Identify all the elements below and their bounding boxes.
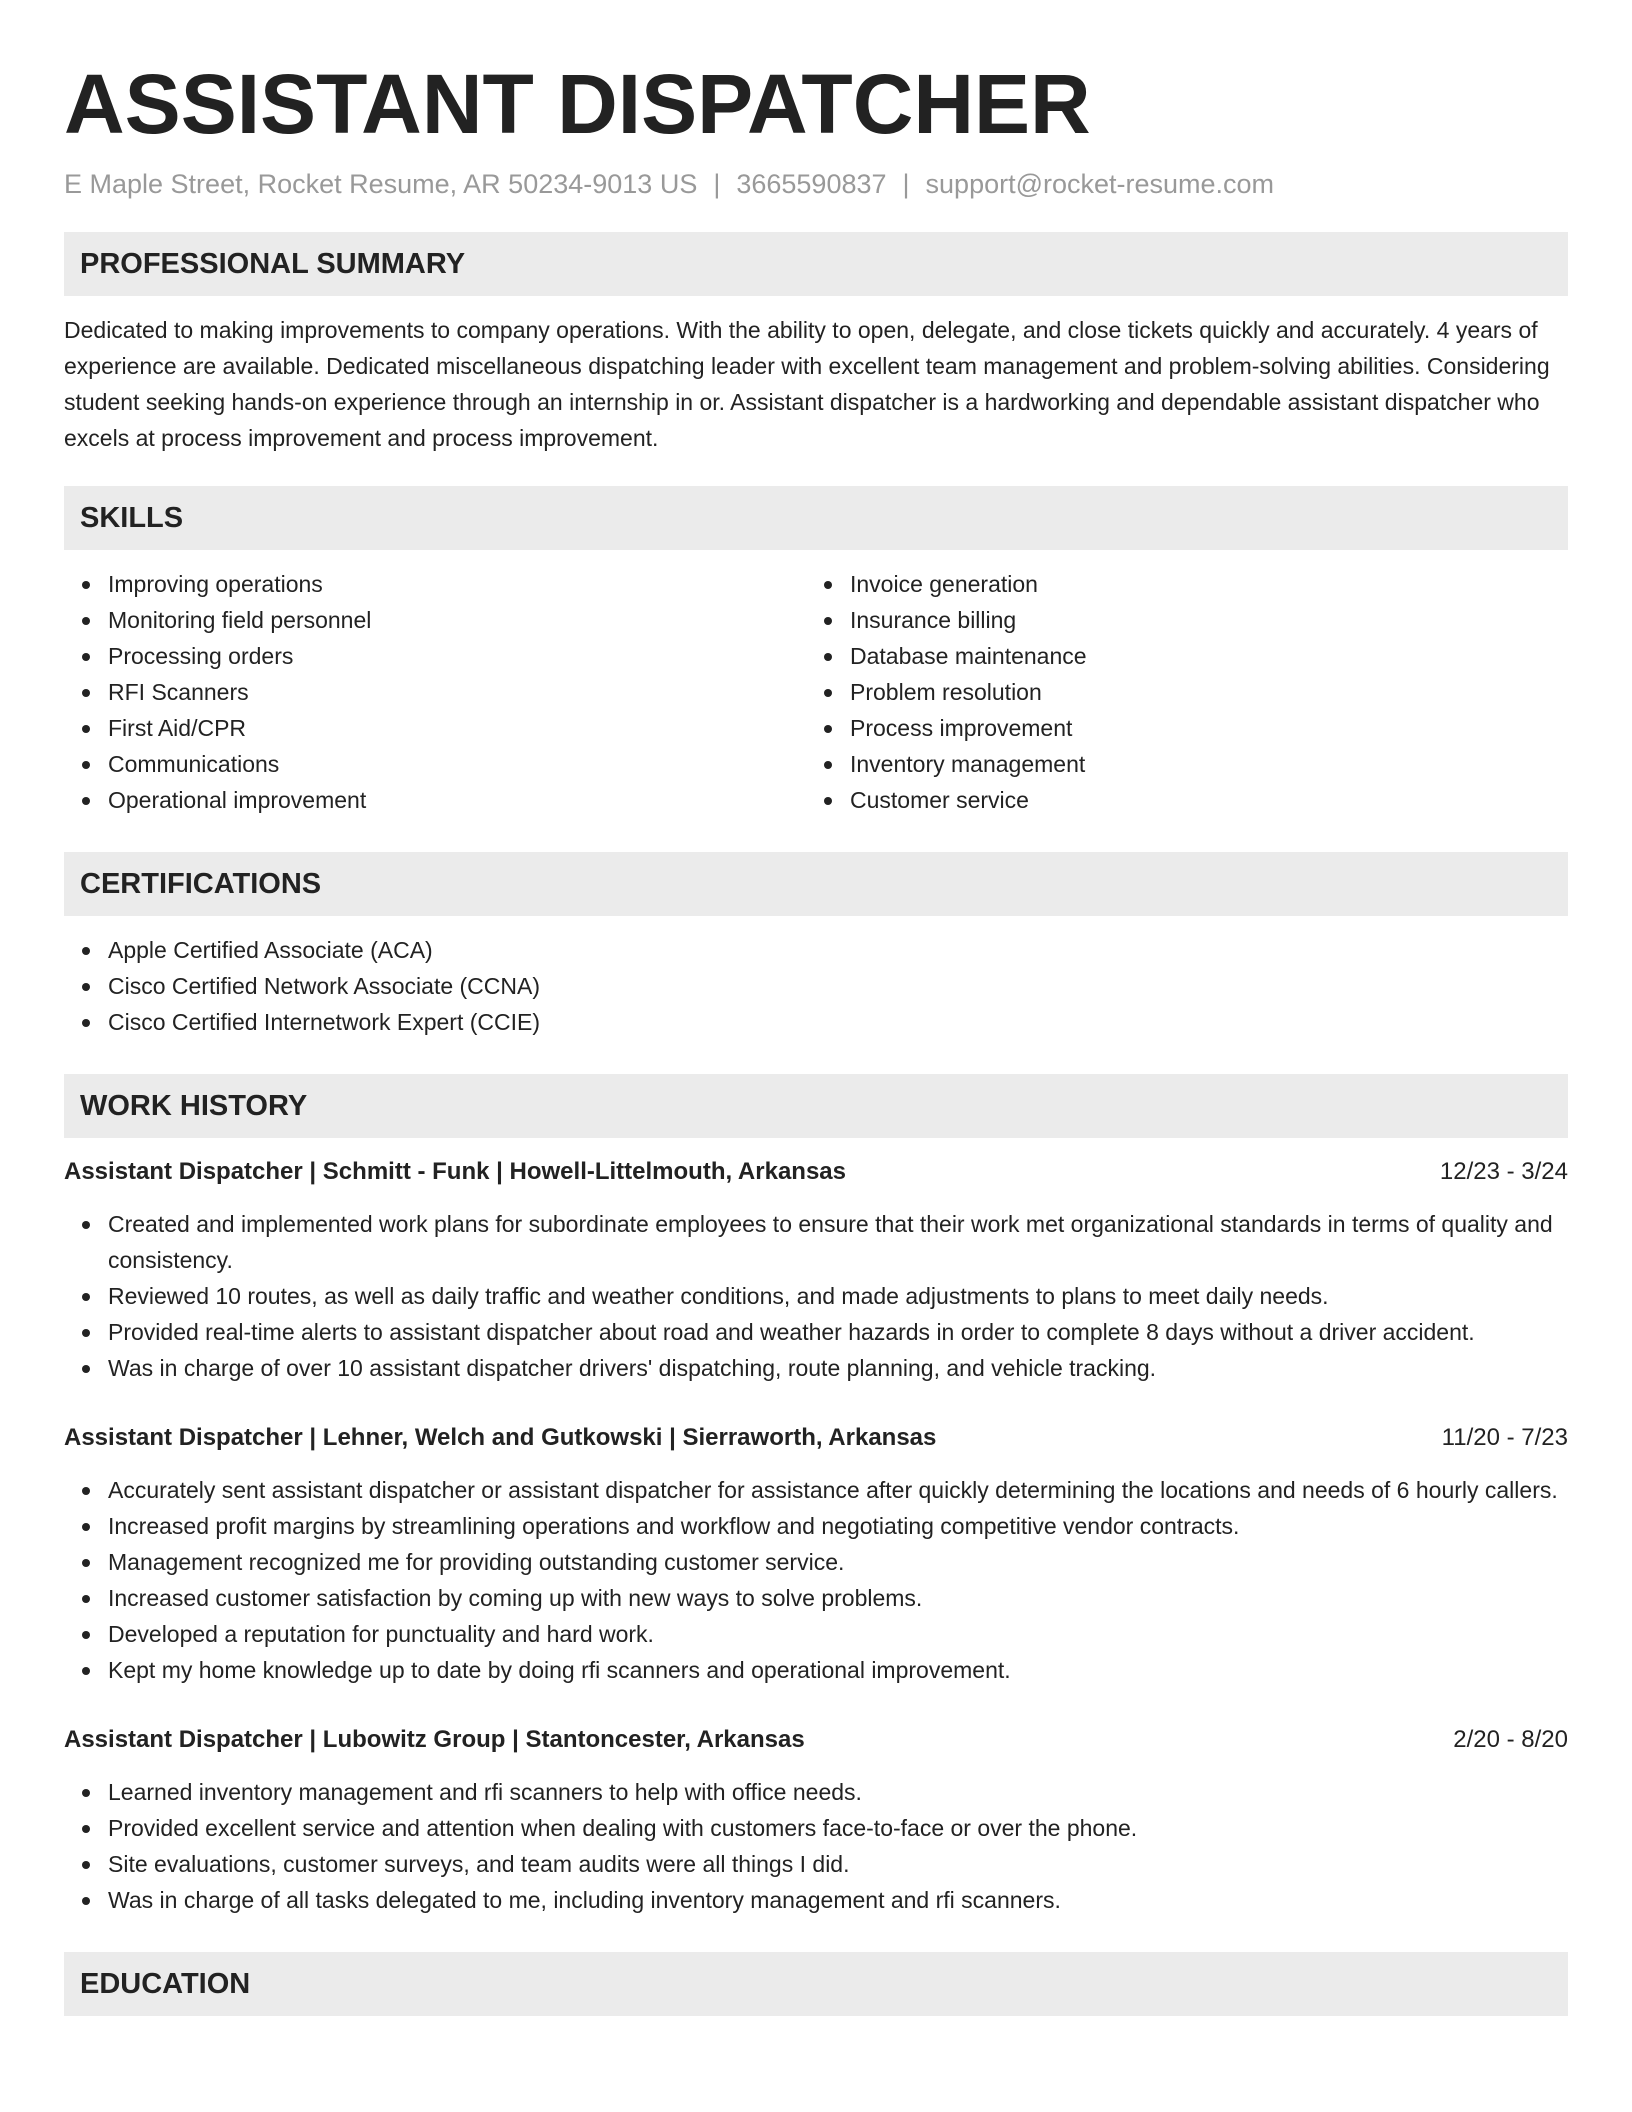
skills-list-left (64, 566, 806, 818)
skill-item: Process improvement (850, 710, 1568, 746)
summary-section (64, 232, 1568, 456)
job-dates: 12/23 - 3/24 (1439, 1158, 1568, 1185)
job-bullet: Increased profit margins by streamlining operations and workflow and negotiating competitive vendor contracts. (108, 1508, 1568, 1544)
skill-item: Database maintenance (850, 638, 1568, 674)
section-heading-education: EDUCATION (64, 1952, 1568, 2016)
contact-address: E Maple Street, Rocket Resume, AR 50234-9013 US (64, 169, 698, 199)
contact-separator: | (713, 169, 721, 199)
section-heading-certifications: CERTIFICATIONS (64, 852, 1568, 916)
job-entry (64, 1420, 1568, 1688)
resume-name: ASSISTANT DISPATCHER (64, 57, 1091, 151)
skill-item: Processing orders (108, 638, 806, 674)
skill-item: First Aid/CPR (108, 710, 806, 746)
certifications-section (64, 852, 1568, 1040)
skill-item: Communications (108, 746, 806, 782)
job-bullet: Developed a reputation for punctuality and hard work. (108, 1616, 1568, 1652)
job-bullet: Kept my home knowledge up to date by doing rfi scanners and operational improvement. (108, 1652, 1568, 1688)
education-section (64, 1952, 1568, 2016)
job-title: Assistant Dispatcher | Lubowitz Group | Stantoncester, Arkansas (64, 1726, 805, 1753)
job-bullets (64, 1774, 1568, 1918)
certifications-list (64, 932, 1568, 1040)
job-entry (64, 1722, 1568, 1918)
skill-item: Monitoring field personnel (108, 602, 806, 638)
skill-item: RFI Scanners (108, 674, 806, 710)
skills-list-right (806, 566, 1568, 818)
contact-phone: 3665590837 (736, 169, 887, 199)
job-header (64, 1420, 1568, 1456)
skill-item: Improving operations (108, 566, 806, 602)
job-bullet: Learned inventory management and rfi scanners to help with office needs. (108, 1774, 1568, 1810)
job-bullet: Accurately sent assistant dispatcher or assistant dispatcher for assistance after quickly determining the locations and needs of 6 hourly callers. (108, 1472, 1568, 1508)
job-bullet: Management recognized me for providing outstanding customer service. (108, 1544, 1568, 1580)
skill-item: Operational improvement (108, 782, 806, 818)
job-bullet: Created and implemented work plans for subordinate employees to ensure that their work met organizational standards in terms of quality and consistency. (108, 1206, 1568, 1278)
job-bullet: Was in charge of over 10 assistant dispatcher drivers' dispatching, route planning, and vehicle tracking. (108, 1350, 1568, 1386)
job-title: Assistant Dispatcher | Lehner, Welch and Gutkowski | Sierraworth, Arkansas (64, 1424, 937, 1451)
job-bullet: Reviewed 10 routes, as well as daily traffic and weather conditions, and made adjustments to plans to meet daily needs. (108, 1278, 1568, 1314)
job-header (64, 1722, 1568, 1758)
contact-line (64, 166, 1568, 202)
contact-email: support@rocket-resume.com (925, 169, 1275, 199)
job-bullet: Was in charge of all tasks delegated to me, including inventory management and rfi scanners. (108, 1882, 1568, 1918)
job-bullets (64, 1206, 1568, 1386)
work-history-section (64, 1074, 1568, 1918)
job-dates: 2/20 - 8/20 (1453, 1726, 1568, 1753)
section-heading-work-history: WORK HISTORY (64, 1074, 1568, 1138)
job-bullets (64, 1472, 1568, 1688)
certification-item: Apple Certified Associate (ACA) (108, 932, 1568, 968)
job-bullet: Increased customer satisfaction by coming up with new ways to solve problems. (108, 1580, 1568, 1616)
job-dates: 11/20 - 7/23 (1441, 1424, 1568, 1451)
job-bullet: Site evaluations, customer surveys, and team audits were all things I did. (108, 1846, 1568, 1882)
skills-section (64, 486, 1568, 818)
contact-separator: | (902, 169, 910, 199)
job-header (64, 1154, 1568, 1190)
summary-text: Dedicated to making improvements to company operations. With the ability to open, delegate, and close tickets quickly and accurately. 4 years of experience are available. Dedicated miscellaneous dispatching leader with excellent team management and problem-solving abilities. Considering student seeking hands-on experience through an internship in or. Assistant dispatcher is a hardworking and dependable assistant dispatcher who excels at process improvement and process improvement. (64, 317, 1550, 451)
skill-item: Invoice generation (850, 566, 1568, 602)
certification-item: Cisco Certified Internetwork Expert (CCIE) (108, 1004, 1568, 1040)
certification-item: Cisco Certified Network Associate (CCNA) (108, 968, 1568, 1004)
section-heading-skills: SKILLS (64, 486, 1568, 550)
job-title: Assistant Dispatcher | Schmitt - Funk | Howell-Littelmouth, Arkansas (64, 1158, 847, 1185)
skill-item: Problem resolution (850, 674, 1568, 710)
skills-grid (64, 566, 1568, 818)
skill-item: Insurance billing (850, 602, 1568, 638)
job-bullet: Provided excellent service and attention when dealing with customers face-to-face or over the phone. (108, 1810, 1568, 1846)
job-bullet: Provided real-time alerts to assistant dispatcher about road and weather hazards in order to complete 8 days without a driver accident. (108, 1314, 1568, 1350)
job-entry (64, 1154, 1568, 1386)
skill-item: Customer service (850, 782, 1568, 818)
skill-item: Inventory management (850, 746, 1568, 782)
section-heading-summary: PROFESSIONAL SUMMARY (64, 232, 1568, 296)
